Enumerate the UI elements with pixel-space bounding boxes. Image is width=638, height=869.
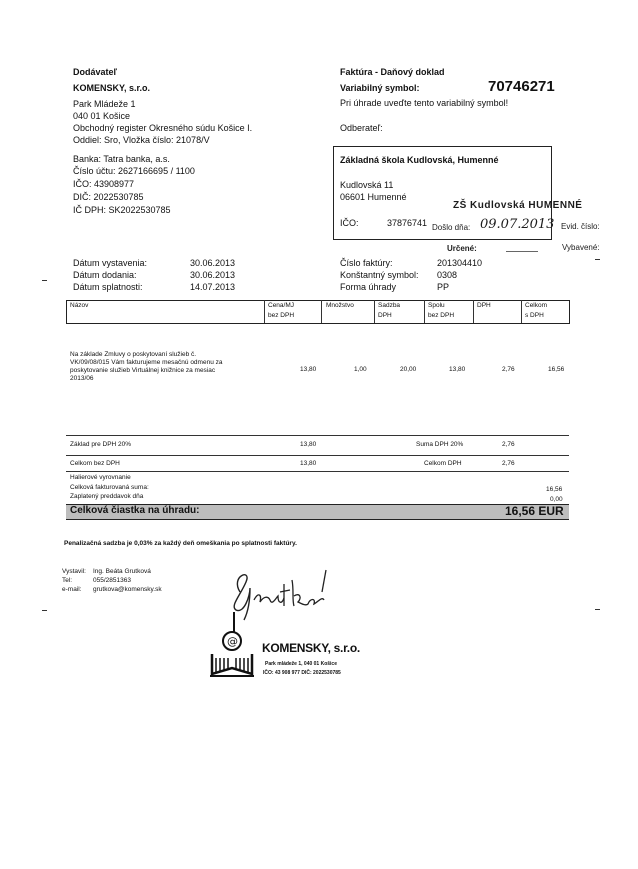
constant-symbol-value: 0308 (437, 270, 458, 280)
invoiced-label: Celková fakturovaná suma: (70, 484, 149, 491)
rounding-label: Halierové vyrovnanie (70, 474, 131, 481)
receipt-stamp-assigned-label: Určené: (447, 244, 477, 253)
receipt-stamp-handled-label: Vybavené: (562, 243, 600, 252)
supplier-dic: DIČ: 2022530785 (73, 192, 144, 202)
receipt-stamp-school: ZŠ Kudlovská HUMENNÉ (453, 200, 583, 211)
col-divider (473, 300, 474, 323)
item-desc-line: 2013/06 (70, 375, 94, 382)
supplier-section: Oddiel: Sro, Vložka číslo: 21078/V (73, 135, 210, 145)
item-desc-line: poskytovanie služieb Virtuálnej knižnice za mesiac (70, 367, 216, 374)
penalty-note: Penalizačná sadzba je 0,03% za každý deň omeškania po splatnosti faktúry. (64, 540, 297, 547)
supplier-city: 040 01 Košice (73, 111, 131, 121)
col-header-price: Cena/MJ (268, 302, 295, 309)
item-price: 13,80 (300, 366, 317, 373)
net-total-value: 13,80 (300, 460, 317, 467)
item-vat: 2,76 (502, 366, 515, 373)
supplier-heading: Dodávateľ (73, 67, 117, 77)
net-total-label: Celkom bez DPH (70, 460, 120, 467)
stamp-company-name: KOMENSKY, s.r.o. (262, 641, 360, 655)
item-qty: 1,00 (354, 366, 367, 373)
tel-label: Tel: (62, 577, 73, 584)
col-divider (424, 300, 425, 323)
vat-base-label: Základ pre DPH 20% (70, 441, 132, 448)
vat-total-label: Celkom DPH (424, 460, 462, 467)
date-delivered-label: Dátum dodania: (73, 270, 137, 280)
summary-top-rule (66, 435, 569, 436)
issued-by-label: Vystavil: (62, 568, 86, 575)
col-header-net: Spolu (428, 302, 445, 309)
company-logo-icon (208, 610, 260, 682)
invoice-number-value: 201304410 (437, 258, 483, 268)
vat-sum-label: Suma DPH 20% (416, 441, 464, 448)
vat-total-value: 2,76 (502, 460, 515, 467)
item-total: 16,56 (548, 366, 565, 373)
invoice-title: Faktúra - Daňový doklad (340, 67, 445, 77)
supplier-account: Číslo účtu: 2627166695 / 1100 (73, 166, 195, 176)
customer-name: Základná škola Kudlovská, Humenné (340, 155, 499, 165)
constant-symbol-label: Konštantný symbol: (340, 270, 419, 280)
payment-form-label: Forma úhrady (340, 282, 397, 292)
col-header-total: Celkom (525, 302, 548, 309)
supplier-name: KOMENSKY, s.r.o. (73, 83, 151, 93)
col-header-qty: Množstvo (326, 302, 354, 309)
date-due-label: Dátum splatnosti: (73, 282, 143, 292)
vat-sum-value: 2,76 (502, 441, 515, 448)
receipt-stamp-assigned-line (506, 251, 538, 252)
col-header-rate: Sadzba (378, 302, 401, 309)
payment-form-value: PP (437, 282, 450, 292)
vs-value: 70746271 (488, 78, 555, 95)
col-header-net-2: bez DPH (428, 312, 455, 319)
item-rate: 20,00 (400, 366, 417, 373)
summary-rule (66, 455, 569, 456)
date-due-value: 14.07.2013 (190, 282, 236, 292)
vat-base-value: 13,80 (300, 441, 317, 448)
date-delivered-value: 30.06.2013 (190, 270, 236, 280)
item-desc-line: VK/09/08/015 Vám fakturujeme mesačnú odmenu za (70, 359, 223, 366)
invoiced-value: 16,56 (546, 486, 563, 493)
advance-value: 0,00 (550, 496, 563, 503)
supplier-icdph: IČ DPH: SK2022530785 (73, 205, 171, 215)
email-value: grutkova@komensky.sk (93, 586, 162, 593)
supplier-register: Obchodný register Okresného súdu Košice I. (73, 123, 253, 133)
receipt-stamp-evid-label: Evid. číslo: (561, 222, 600, 231)
customer-ico-label: IČO: (340, 218, 359, 228)
col-header-total-2: s DPH (525, 312, 544, 319)
email-label: e-mail: (62, 586, 82, 593)
vs-note: Pri úhrade uveďte tento variabilný symbol! (340, 98, 509, 108)
summary-rule (66, 471, 569, 472)
col-divider (521, 300, 522, 323)
stamp-address: Park mládeže 1, 040 01 Košice (265, 661, 337, 667)
stamp-ids: IČO: 43 908 977 DIČ: 2022530785 (263, 670, 341, 676)
date-issued-label: Dátum vystavenia: (73, 258, 148, 268)
col-divider (374, 300, 375, 323)
scan-mark (42, 610, 47, 611)
date-issued-value: 30.06.2013 (190, 258, 236, 268)
advance-label: Zaplatený preddavok dňa (70, 493, 144, 500)
invoice-number-label: Číslo faktúry: (340, 258, 393, 268)
scan-mark (42, 280, 47, 281)
col-divider (321, 300, 322, 323)
tel-value: 055/2851363 (93, 577, 131, 584)
receipt-stamp-delivered-date: 09.07.2013 (480, 217, 555, 232)
col-divider (264, 300, 265, 323)
customer-ico-value: 37876741 (387, 218, 428, 228)
item-desc-line: Na základe Zmluvy o poskytovaní služieb č. (70, 351, 197, 358)
customer-street: Kudlovská 11 (340, 180, 394, 190)
supplier-bank: Banka: Tatra banka, a.s. (73, 154, 170, 164)
supplier-street: Park Mládeže 1 (73, 99, 136, 109)
grand-total-label: Celková čiastka na úhradu: (70, 505, 200, 516)
col-header-price-2: bez DPH (268, 312, 295, 319)
col-header-name: Názov (70, 302, 89, 309)
receipt-stamp-delivered-label: Došlo dňa: (432, 223, 471, 232)
grand-total-value: 16,56 EUR (505, 504, 564, 518)
item-net: 13,80 (449, 366, 466, 373)
col-header-rate-2: DPH (378, 312, 392, 319)
vs-label: Variabilný symbol: (340, 83, 420, 93)
table-header (66, 300, 570, 324)
issued-by-value: Ing. Beáta Grutková (93, 568, 151, 575)
supplier-ico: IČO: 43908977 (73, 179, 135, 189)
col-header-vat: DPH (477, 302, 491, 309)
buyer-label: Odberateľ: (340, 123, 383, 133)
scan-mark (595, 609, 600, 610)
item-description (70, 351, 222, 383)
scan-mark (595, 259, 600, 260)
svg-text:@: @ (227, 635, 238, 648)
customer-city: 06601 Humenné (340, 192, 407, 202)
